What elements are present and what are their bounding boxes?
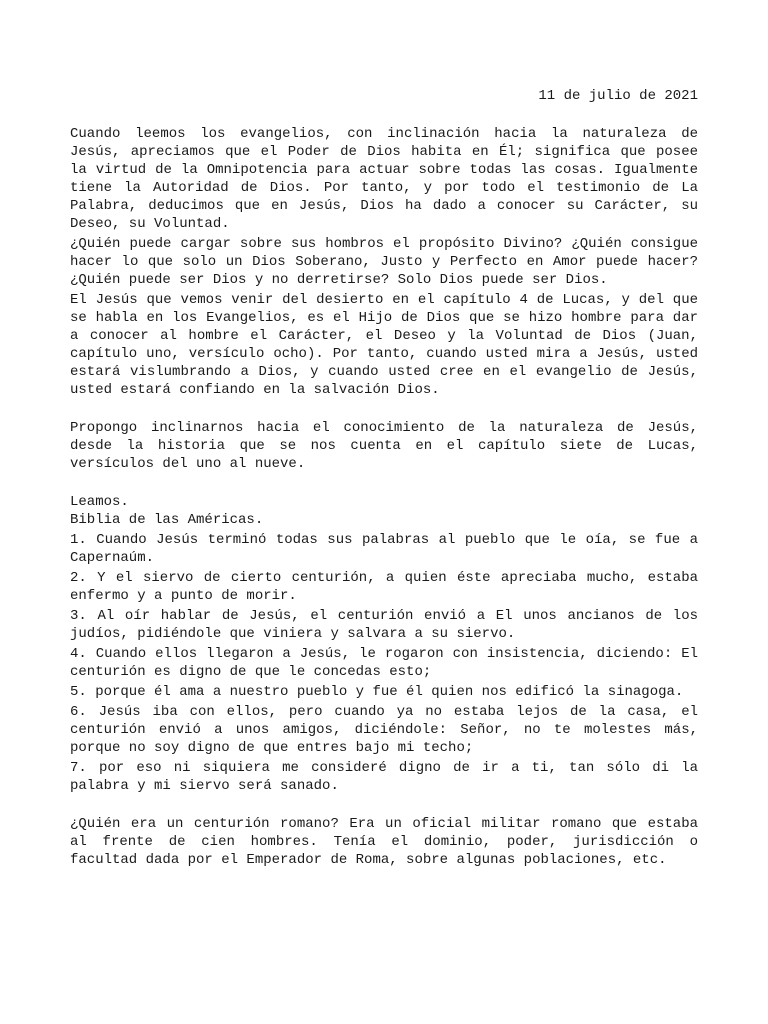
verse-7: 7. por eso ni siquiera me consideré digno de ir a ti, tan sólo di la palabra y mi siervo será sanado.: [70, 760, 698, 794]
verse-2: 2. Y el siervo de cierto centurión, a quien éste apreciaba mucho, estaba enfermo y a punto de morir.: [70, 570, 698, 604]
verse-1: 1. Cuando Jesús terminó todas sus palabras al pueblo que le oía, se fue a Capernaúm.: [70, 532, 698, 566]
verse-5: 5. porque él ama a nuestro pueblo y fue él quien nos edificó la sinagoga.: [70, 684, 684, 700]
paragraph-bible-version: Biblia de las Américas.: [70, 512, 264, 528]
verse-4: 4. Cuando ellos llegaron a Jesús, le rogaron con insistencia, diciendo: El centurión es digno de que le concedas esto;: [70, 646, 698, 680]
paragraph-centurion: ¿Quién era un centurión romano? Era un oficial militar romano que estaba al frente de cien hombres. Tenía el dominio, poder, jurisdicción o facultad dada por el Emperador de Roma, sobre algunas poblaciones, etc.: [70, 816, 698, 868]
paragraph-proposal: Propongo inclinarnos hacia el conocimiento de la naturaleza de Jesús, desde la historia que se nos cuenta en el capítulo siete de Lucas, versículos del uno al nueve.: [70, 420, 698, 472]
document-date: 11 de julio de 2021: [538, 88, 698, 104]
paragraph-questions: ¿Quién puede cargar sobre sus hombros el propósito Divino? ¿Quién consigue hacer lo que solo un Dios Soberano, Justo y Perfecto en Amor puede hacer? ¿Quién puede ser Dios y no derretirse? Solo Dios puede ser Dios.: [70, 236, 698, 288]
verse-6: 6. Jesús iba con ellos, pero cuando ya no estaba lejos de la casa, el centurión envió a unos amigos, diciéndole: Señor, no te molestes más, porque no soy digno de que entres bajo mi techo;: [70, 704, 698, 756]
verse-3: 3. Al oír hablar de Jesús, el centurión envió a El unos ancianos de los judíos, pidiéndole que viniera y salvara a su siervo.: [70, 608, 698, 642]
paragraph-jesus-desert: El Jesús que vemos venir del desierto en el capítulo 4 de Lucas, y del que se habla en los Evangelios, es el Hijo de Dios que se hizo hombre para dar a conocer al hombre el Carácter, el Deseo y la Voluntad de Dios (Juan, capítulo uno, versículo ocho). Por tanto, cuando usted mira a Jesús, usted estará vislumbrando a Dios, y cuando usted cree en el evangelio de Jesús, usted estará confiando en la salvación Dios.: [70, 292, 698, 398]
paragraph-intro: Cuando leemos los evangelios, con inclinación hacia la naturaleza de Jesús, apreciamos que el Poder de Dios habita en Él; significa que posee la virtud de la Omnipotencia para actuar sobre todas las cosas. Igualmente tiene la Autoridad de Dios. Por tanto, y por todo el testimonio de La Palabra, deducimos que en Jesús, Dios ha dado a conocer su Carácter, su Deseo, su Voluntad.: [70, 126, 698, 232]
document-body: [70, 125, 698, 869]
paragraph-leamos: Leamos.: [70, 494, 129, 510]
